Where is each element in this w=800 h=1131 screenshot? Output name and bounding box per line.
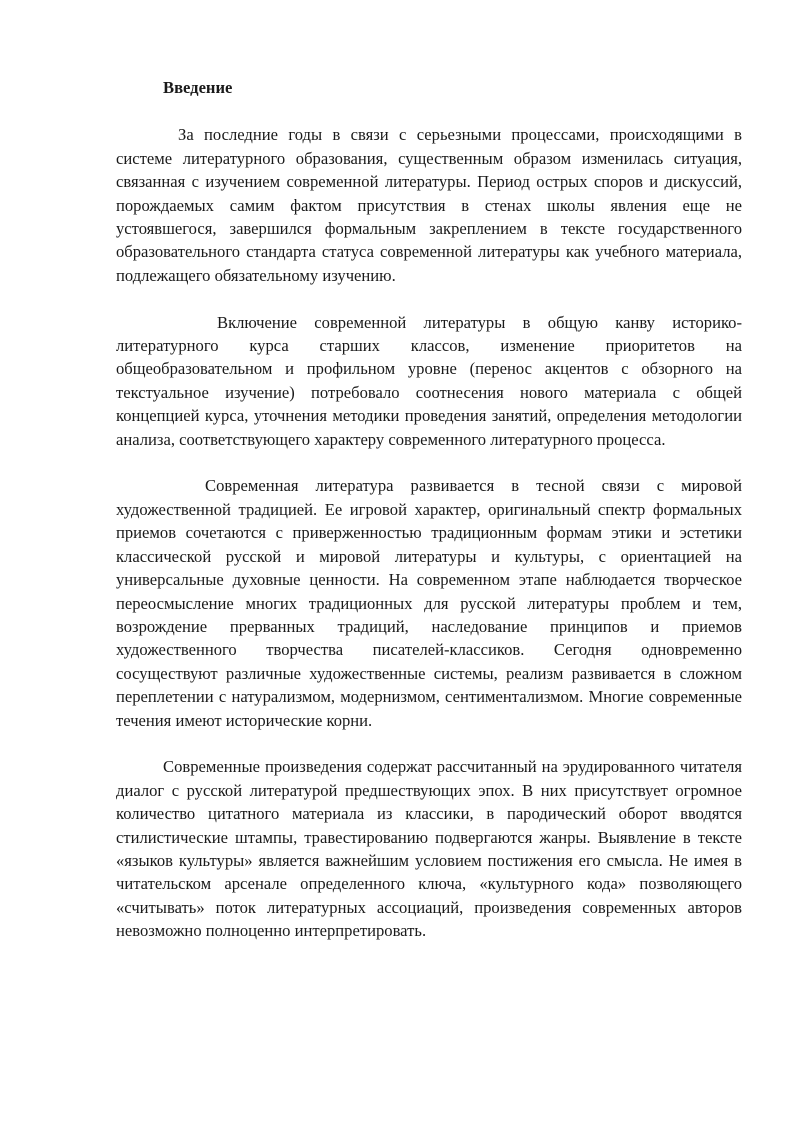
section-heading: Введение bbox=[163, 78, 233, 97]
paragraph-3: Современная литература развивается в тесной связи с мировой художественной традицией. Ее игровой характер, оригинальный спектр формальных приемов сочетаются с приверженностью традиционным формам этики и эстетики классической русской и мировой литературы и культуры, с ориентацией на универсальные духовные ценности. На современном этапе наблюдается творческое переосмысление многих традиционных для русской литературы проблем и тем, возрождение прерванных традиций, наследование принципов и приемов художественного творчества писателей-классиков. Сегодня одновременно сосуществуют различные художественные системы, реализм развивается в сложном переплетении с натурализмом, модернизмом, сентиментализмом. Многие современные течения имеют исторические корни. bbox=[116, 476, 742, 730]
paragraph-1: За последние годы в связи с серьезными процессами, происходящими в системе литературного образования, существенным образом изменилась ситуация, связанная с изучением современной литературы. Период острых споров и дискуссий, порождаемых самим фактом присутствия в стенах школы явления еще не устоявшегося, завершился формальным закреплением в тексте государственного образовательного стандарта статуса современной литературы как учебного материала, подлежащего обязательному изучению. bbox=[116, 125, 742, 285]
paragraph-4: Современные произведения содержат рассчитанный на эрудированного читателя диалог с русской литературой предшествующих эпох. В них присутствует огромное количество цитатного материала из классики, в пародический оборот вводятся стилистические штампы, травестированию подвергаются жанры. Выявление в тексте «языков культуры» является важнейшим условием постижения его смысла. Не имея в читательском арсенале определенного ключа, «культурного кода» позволяющего «считывать» поток литературных ассоциаций, произведения современных авторов невозможно полноценно интерпретировать. bbox=[116, 757, 742, 941]
paragraph-2: Включение современной литературы в общую канву историко-литературного курса старших классов, изменение приоритетов на общеобразовательном и профильном уровне (перенос акцентов с обзорного на текстуальное изучение) потребовало соотнесения нового материала с общей концепцией курса, уточнения методики проведения занятий, определения методологии анализа, соответствующего характеру современного литературного процесса. bbox=[116, 312, 742, 449]
document-body bbox=[116, 76, 742, 966]
